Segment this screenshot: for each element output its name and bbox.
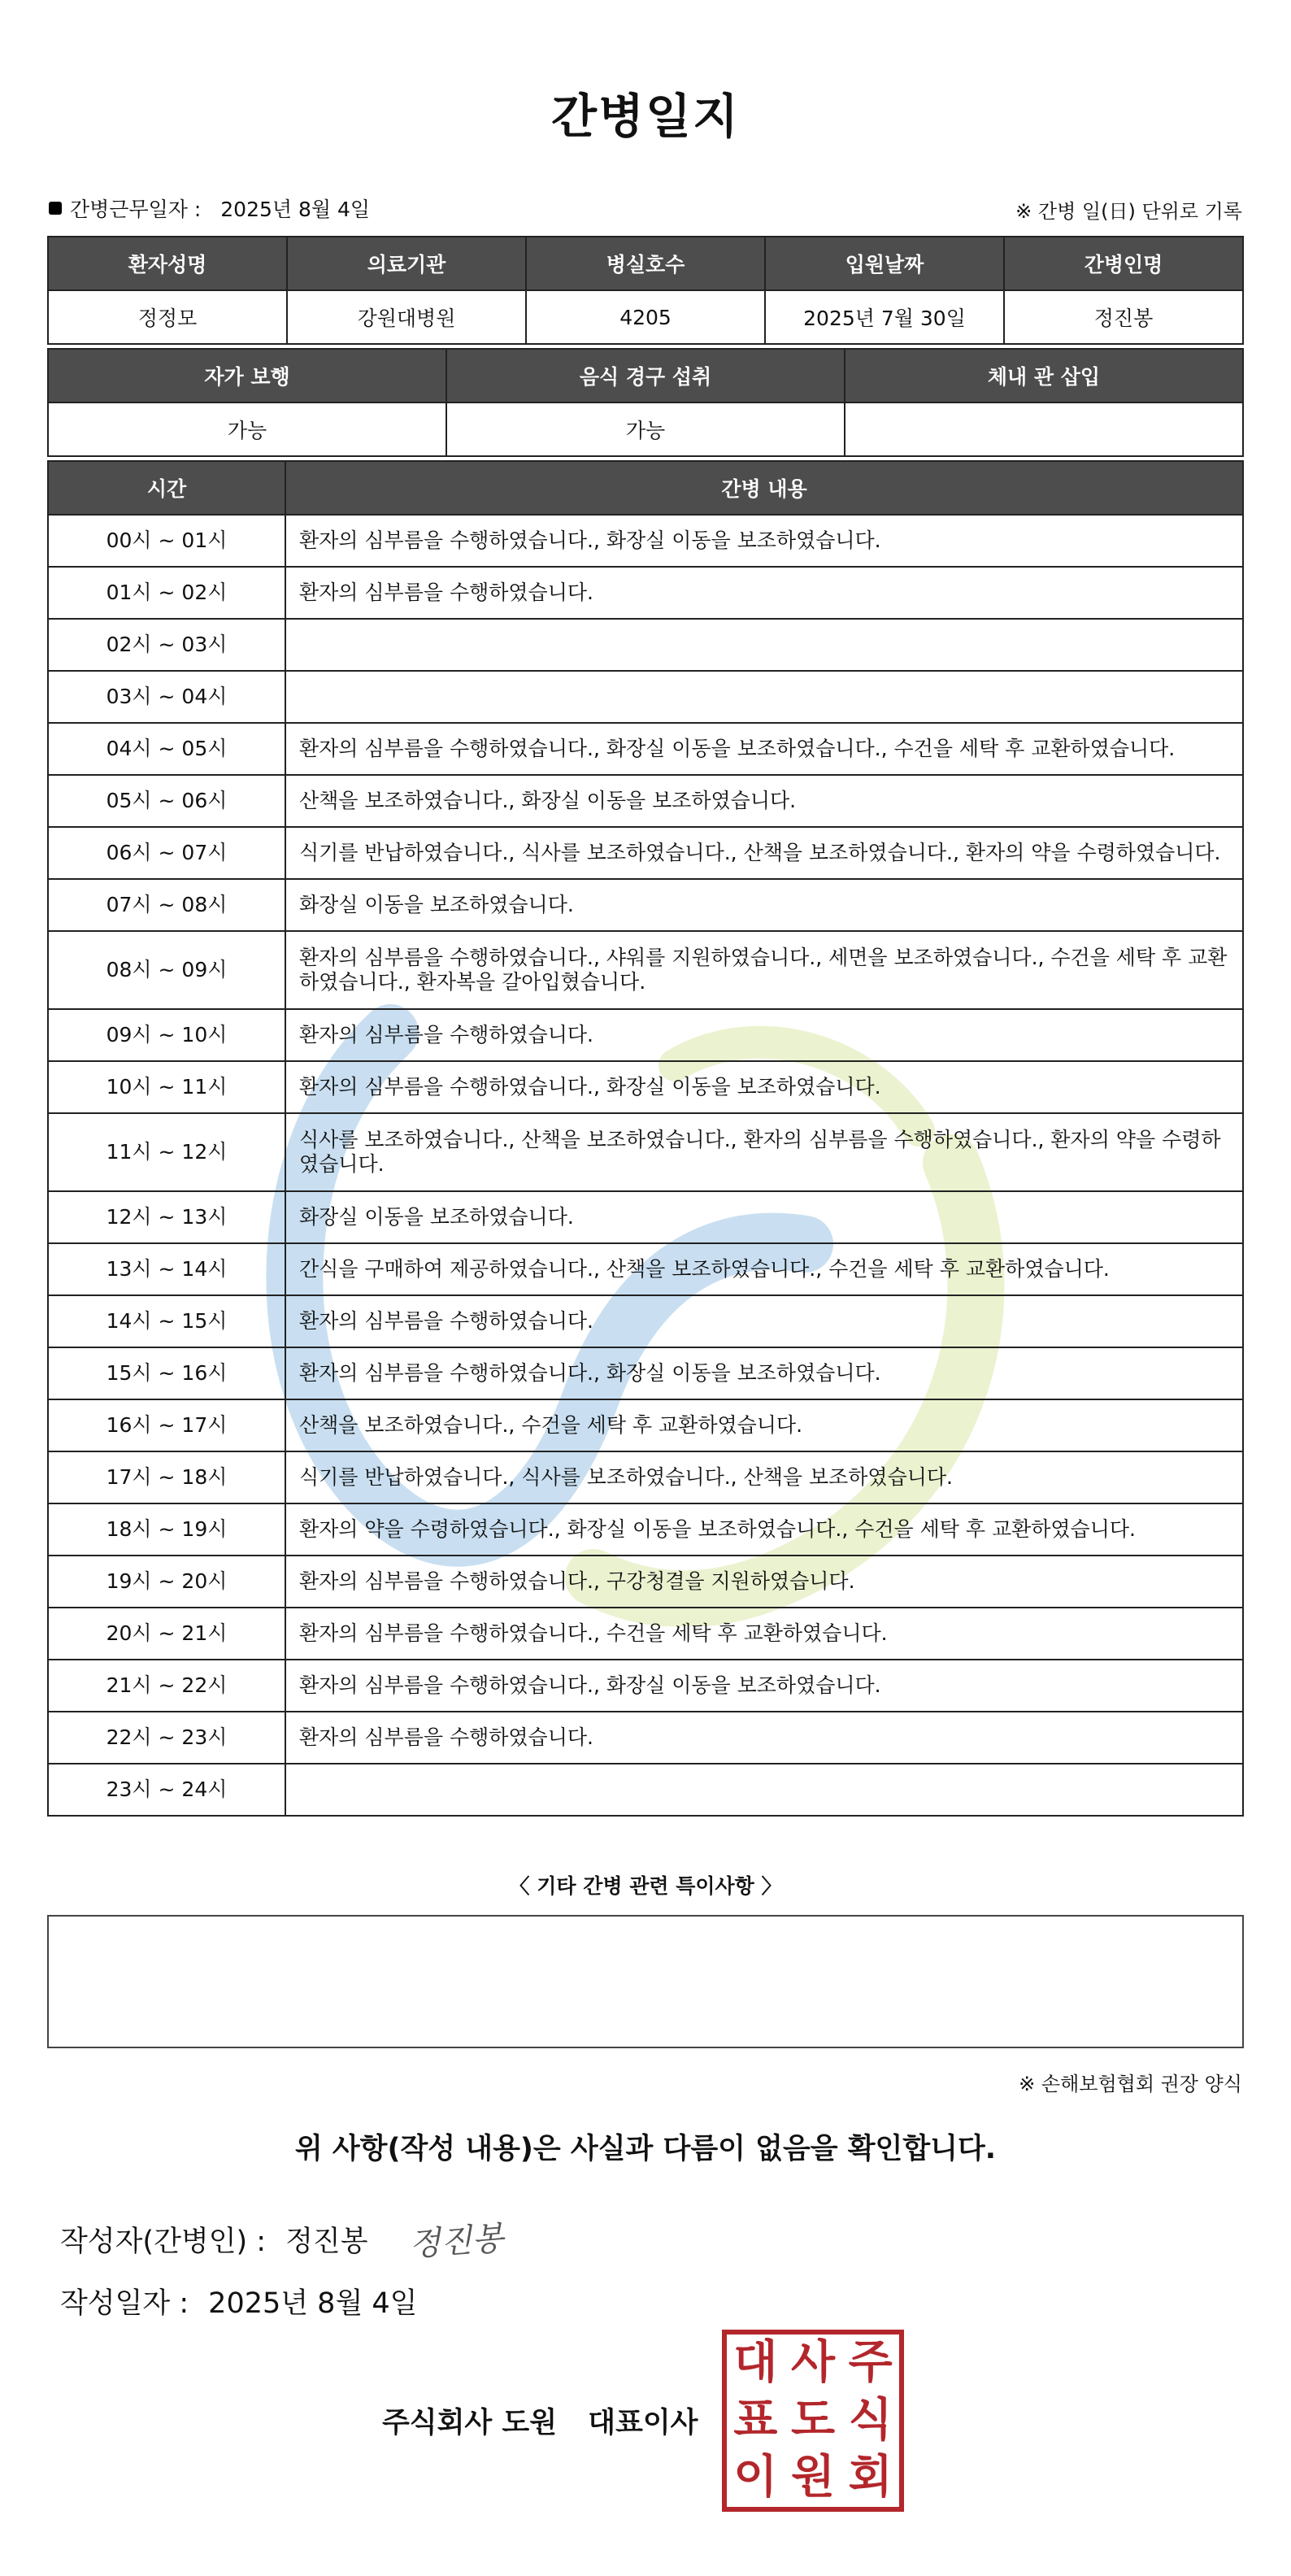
care-log-time: 09시 ~ 10시 [48,1009,285,1061]
care-log-content: 환자의 심부름을 수행하였습니다., 화장실 이동을 보조하였습니다. [285,1347,1243,1399]
care-log-row [48,827,1243,879]
written-date-value: 2025년 8월 4일 [208,2287,418,2320]
patient-status-table [47,348,1244,457]
notes-title: 〈 기타 간병 관련 특이사항 〉 [509,1874,782,1898]
care-log-time: 21시 ~ 22시 [48,1660,285,1712]
header-time: 시간 [48,461,285,515]
care-log-row [48,1295,1243,1347]
care-log-content: 환자의 심부름을 수행하였습니다. [285,1009,1243,1061]
care-log-row [48,775,1243,827]
care-log-row [48,1451,1243,1503]
care-log-content: 화장실 이동을 보조하였습니다. [285,879,1243,931]
header-room-number: 병실호수 [526,237,765,290]
care-log-time: 05시 ~ 06시 [48,775,285,827]
work-date-label: 간병근무일자 : [70,198,202,221]
care-log-row [48,1347,1243,1399]
care-log-time: 15시 ~ 16시 [48,1347,285,1399]
care-log-time: 13시 ~ 14시 [48,1243,285,1295]
care-log-time: 17시 ~ 18시 [48,1451,285,1503]
care-log-row [48,1503,1243,1556]
caregiver-name: 정진봉 [1004,290,1243,344]
care-log-content: 산책을 보조하였습니다., 수건을 세탁 후 교환하였습니다. [285,1399,1243,1451]
care-log-time: 23시 ~ 24시 [48,1764,285,1816]
care-log-content: 식사를 보조하였습니다., 산책을 보조하였습니다., 환자의 심부름을 수행하였습니다., 환자의 약을 수령하였습니다. [285,1113,1243,1191]
care-log-content: 환자의 약을 수령하였습니다., 화장실 이동을 보조하였습니다., 수건을 세탁 후 교환하였습니다. [285,1503,1243,1556]
care-log-row [48,1764,1243,1816]
care-log-content: 환자의 심부름을 수행하였습니다., 샤워를 지원하였습니다., 세면을 보조하였습니다., 수건을 세탁 후 교환하였습니다., 환자복을 갈아입혔습니다. [285,931,1243,1009]
company-line [382,2400,698,2441]
care-log-time: 22시 ~ 23시 [48,1712,285,1764]
record-note: ※ 간병 일(日) 단위로 기록 [1015,200,1242,223]
care-log-row [48,1712,1243,1764]
company-seal [722,2330,904,2512]
care-log-content: 환자의 심부름을 수행하였습니다., 화장실 이동을 보조하였습니다. [285,1660,1243,1712]
care-log-row [48,1243,1243,1295]
care-log-content: 환자의 심부름을 수행하였습니다., 구강청결을 지원하였습니다. [285,1556,1243,1608]
page-title: 간병일지 [550,89,741,144]
care-log-time: 16시 ~ 17시 [48,1399,285,1451]
care-log-content: 식기를 반납하였습니다., 식사를 보조하였습니다., 산책을 보조하였습니다. [285,1451,1243,1503]
oral-intake-value: 가능 [446,402,845,456]
bullet-square-icon [49,202,62,215]
company-name: 주식회사 도원 [382,2407,558,2439]
care-log-time: 18시 ~ 19시 [48,1503,285,1556]
seal-character: 주 [848,2336,893,2389]
header-oral-intake: 음식 경구 섭취 [446,349,845,402]
seal-character: 식 [848,2393,893,2447]
care-log-table [47,460,1244,1817]
seal-character: 대 [733,2336,778,2389]
care-log-row [48,671,1243,723]
tube-insertion-value [845,402,1243,456]
patient-info-table [47,236,1244,345]
care-log-time: 04시 ~ 05시 [48,723,285,775]
care-log-time: 07시 ~ 08시 [48,879,285,931]
care-log-content: 산책을 보조하였습니다., 화장실 이동을 보조하였습니다. [285,775,1243,827]
patient-info-value-row [48,290,1243,344]
notes-box [47,1915,1244,2048]
seal-character: 원 [790,2451,836,2504]
care-log-row [48,1009,1243,1061]
representative-title: 대표이사 [588,2407,698,2439]
seal-character: 회 [848,2451,893,2504]
care-log-row [48,723,1243,775]
header-patient-name: 환자성명 [48,237,287,290]
care-log-time: 14시 ~ 15시 [48,1295,285,1347]
care-log-row [48,1608,1243,1660]
admission-date: 2025년 7월 30일 [765,290,1004,344]
care-log-content: 환자의 심부름을 수행하였습니다., 화장실 이동을 보조하였습니다., 수건을 세탁 후 교환하였습니다. [285,723,1243,775]
care-log-time: 03시 ~ 04시 [48,671,285,723]
care-log-content: 환자의 심부름을 수행하였습니다. [285,567,1243,619]
care-log-row [48,879,1243,931]
care-log-time: 10시 ~ 11시 [48,1061,285,1113]
care-log-content: 식기를 반납하였습니다., 식사를 보조하였습니다., 산책을 보조하였습니다., 환자의 약을 수령하였습니다. [285,827,1243,879]
writer-name: 정진봉 [285,2225,368,2258]
care-log-row [48,1556,1243,1608]
status-header-row [48,349,1243,402]
handwritten-signature: 정진봉 [407,2220,505,2264]
care-log-time: 11시 ~ 12시 [48,1113,285,1191]
care-log-row [48,1660,1243,1712]
care-log-time: 19시 ~ 20시 [48,1556,285,1608]
care-log-time: 06시 ~ 07시 [48,827,285,879]
care-log-content: 환자의 심부름을 수행하였습니다., 화장실 이동을 보조하였습니다. [285,515,1243,567]
hospital-name: 강원대병원 [287,290,526,344]
status-value-row [48,402,1243,456]
care-log-header-row [48,461,1243,515]
work-date-value: 2025년 8월 4일 [220,198,371,221]
care-log-content: 화장실 이동을 보조하였습니다. [285,1191,1243,1243]
patient-info-header-row [48,237,1243,290]
header-tube-insertion: 체내 관 삽입 [845,349,1243,402]
care-log-content: 환자의 심부름을 수행하였습니다., 화장실 이동을 보조하였습니다. [285,1061,1243,1113]
care-log-content [285,1764,1243,1816]
care-log-time: 08시 ~ 09시 [48,931,285,1009]
care-log-content: 환자의 심부름을 수행하였습니다. [285,1295,1243,1347]
work-date [49,194,370,223]
header-self-walking: 자가 보행 [48,349,446,402]
care-log-row [48,1061,1243,1113]
writer-label: 작성자(간병인) : [60,2225,267,2258]
care-log-time: 00시 ~ 01시 [48,515,285,567]
care-log-content: 환자의 심부름을 수행하였습니다., 수건을 세탁 후 교환하였습니다. [285,1608,1243,1660]
care-log-time: 20시 ~ 21시 [48,1608,285,1660]
care-log-row [48,619,1243,671]
seal-character: 도 [790,2393,836,2447]
care-log-content [285,671,1243,723]
care-log-row [48,931,1243,1009]
care-log-content [285,619,1243,671]
header-care-content: 간병 내용 [285,461,1243,515]
care-log-body [48,515,1243,1816]
care-log-content: 환자의 심부름을 수행하였습니다. [285,1712,1243,1764]
header-hospital: 의료기관 [287,237,526,290]
written-date-line [60,2281,417,2321]
care-log-time: 02시 ~ 03시 [48,619,285,671]
seal-character: 표 [733,2393,778,2447]
care-log-row [48,1113,1243,1191]
care-log-row [48,1399,1243,1451]
confirmation-statement: 위 사항(작성 내용)은 사실과 다름이 없음을 확인합니다. [294,2133,997,2165]
form-footnote: ※ 손해보험협회 권장 양식 [1019,2073,1242,2095]
seal-character: 이 [733,2451,778,2504]
care-log-content: 간식을 구매하여 제공하였습니다., 산책을 보조하였습니다., 수건을 세탁 후 교환하였습니다. [285,1243,1243,1295]
room-number: 4205 [526,290,765,344]
written-date-label: 작성일자 : [60,2287,189,2320]
care-log-row [48,515,1243,567]
header-caregiver-name: 간병인명 [1004,237,1243,290]
care-log-time: 12시 ~ 13시 [48,1191,285,1243]
care-log-time: 01시 ~ 02시 [48,567,285,619]
self-walking-value: 가능 [48,402,446,456]
care-log-row [48,567,1243,619]
care-log-row [48,1191,1243,1243]
seal-character: 사 [790,2336,836,2389]
patient-name: 정정모 [48,290,287,344]
header-admission-date: 입원날짜 [765,237,1004,290]
writer-line [60,2216,505,2264]
